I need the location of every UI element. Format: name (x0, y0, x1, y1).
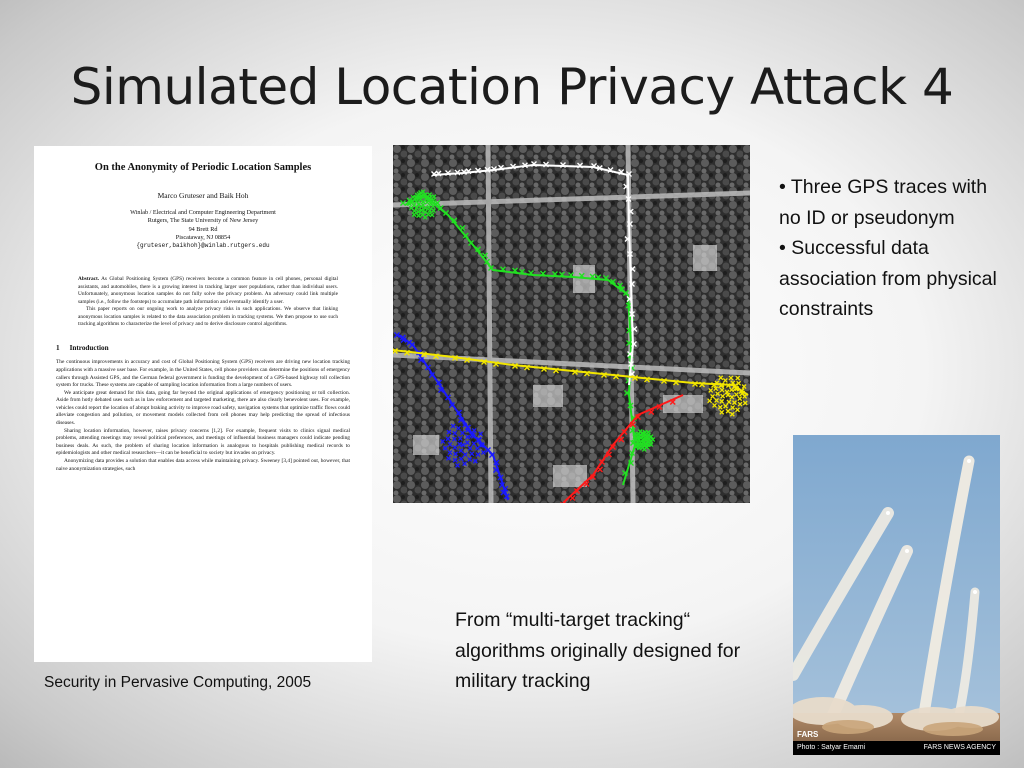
tracking-note: From “multi-target tracking“ algorithms originally designed for military tracking (455, 609, 741, 692)
missile-launch-photo (793, 435, 1000, 755)
bullet-item: • Successful data association from physical constraints (779, 237, 997, 320)
photo-credit-bar (793, 741, 1000, 755)
bullet-item: • Three GPS traces with no ID or pseudonym (779, 176, 988, 229)
photo-credit: Photo : Satyar Emami (797, 744, 866, 751)
fars-watermark: FARS (797, 730, 819, 739)
bullet-list (779, 172, 1009, 325)
paper-body (56, 359, 350, 473)
abstract-label: Abstract. (78, 276, 100, 283)
affiliation-line: 94 Brett Rd (188, 225, 218, 233)
abstract-text: As Global Positioning System (GPS) receivers become a common feature in cell phones, personal digital assistants, and automobiles, there is a growing interest in tracking larger user populations, rather than individual users. Unfortunately, anonymous location samples do not fully solve the privacy problem. An adversary could link multiple samples (i.e., follow the footsteps) to accumulate path information and eventually identify a user. (78, 276, 338, 305)
affiliation-line: Winlab / Electrical and Computer Engineering Department (130, 209, 276, 216)
section-title: Introduction (69, 344, 109, 353)
slide-title: Simulated Location Privacy Attack 4 (70, 58, 954, 116)
affiliation-line: Rutgers, The State University of New Jersey (147, 217, 259, 225)
paper-section-heading (56, 344, 350, 352)
aerial-map-image (393, 145, 750, 503)
body-paragraph: The continuous improvements in accuracy and cost of Global Positioning System (GPS) receivers are driving new location tracking applications with a massive user base. For example, in the United States, cell phone providers can determine the positions of emergency callers through Assisted GPS, and the German federal government is funding the development of a GPS-based highway toll collection system for trucks. These systems are capable of sampling location information from a large numbers of users. (56, 359, 350, 389)
body-paragraph: Anonymizing data provides a solution that enables data access while maintaining privacy. Sweeney [3,4] pointed out, however, that naive anonymization strategies, such (56, 458, 350, 472)
paper-authors: Marco Gruteser and Baik Hoh (157, 191, 249, 200)
body-paragraph: Sharing location information, however, raises privacy concerns [1,2]. For example, frequent visits to clinics signal medical problems, attending meetings may reveal political preferences, and meetings of influential business managers could indicate pending business deals. As such, the problem of sharing location information is analogous to hospitals publishing medical records to epidemiologists and other medical researchers—it can be beneficial to society but invades on privacy. (56, 427, 350, 457)
affiliation-line: Piscataway, NJ 08854 (175, 233, 231, 241)
abstract-text-2: This paper reports on our ongoing work to analyze privacy risks in such applications. We observe that linking anonymous location samples is related to the data association problem in tracking systems. We then propose to use such tracking algorithms to characterize the level of privacy and to derive disclosure control algorithms. (78, 306, 338, 327)
missile-photo-image (793, 435, 1000, 755)
paper-affiliation (56, 209, 350, 250)
gps-trace-map (393, 145, 750, 503)
paper-abstract (78, 276, 338, 328)
paper-title: On the Anonymity of Periodic Location Samples (94, 162, 312, 173)
paper-thumbnail (34, 146, 372, 662)
paper-email: {gruteser,baikhoh}@winlab.rutgers.edu (136, 242, 270, 250)
paper-caption: Security in Pervasive Computing, 2005 (44, 674, 312, 691)
section-number: 1 (56, 344, 60, 353)
body-paragraph: We anticipate great demand for this data, going far beyond the original applications of emergency positioning or toll collection. Aside from hotly debated uses such as in law enforcement and targeted marketing, there are also clearly benevolent uses. For example, vehicles could report the location of abrupt braking activity to improve road safety, navigation systems that optimize traffic flows could alleviate congestion and pollution, or movement models collected from cell phones may help predicting the spread of infectious diseases. (56, 389, 350, 427)
agency-credit: FARS NEWS AGENCY (923, 744, 996, 751)
